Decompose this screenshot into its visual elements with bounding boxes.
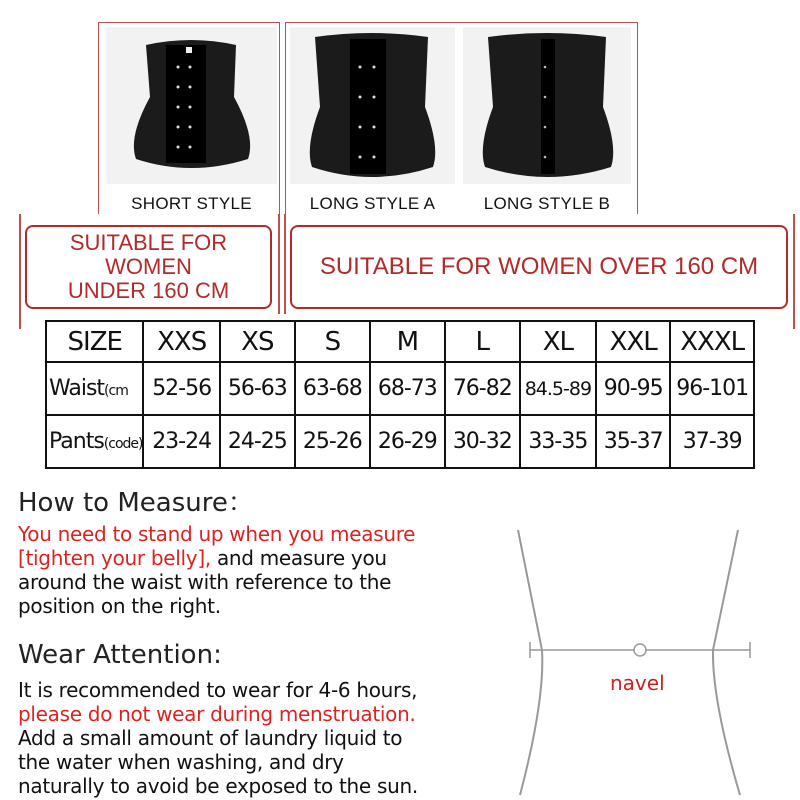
table-cell: 56-63 bbox=[220, 362, 295, 415]
measure-first-paragraph bbox=[18, 522, 488, 570]
table-cell: 90-95 bbox=[596, 362, 670, 415]
table-cell: 63-68 bbox=[295, 362, 370, 415]
wear-text: naturally to avoid be exposed to the sun. bbox=[18, 774, 418, 798]
measure-text: and measure you bbox=[210, 546, 387, 570]
header-cell: S bbox=[295, 321, 370, 362]
table-row bbox=[46, 415, 754, 468]
row-label-text: Waist bbox=[49, 376, 105, 401]
long-style-b-image bbox=[463, 27, 631, 184]
size-chart-table bbox=[45, 320, 755, 469]
table-cell: 35-37 bbox=[596, 415, 670, 468]
table-cell: 84.5-89 bbox=[520, 362, 596, 415]
table-header-row bbox=[46, 321, 754, 362]
row-label bbox=[46, 415, 143, 468]
divider bbox=[793, 214, 795, 329]
measure-text: around the waist with reference to the bbox=[18, 570, 392, 594]
table-cell: 96-101 bbox=[670, 362, 754, 415]
table-cell: 25-26 bbox=[295, 415, 370, 468]
row-unit: (code) bbox=[103, 436, 143, 452]
wear-text: Add a small amount of laundry liquid to bbox=[18, 726, 403, 750]
header-cell: XXL bbox=[596, 321, 670, 362]
table-row bbox=[46, 362, 754, 415]
table-cell: 76-82 bbox=[445, 362, 520, 415]
header-cell: SIZE bbox=[46, 321, 143, 362]
style-label-long-a: LONG STYLE A bbox=[309, 194, 436, 213]
badge-line: SUITABLE FOR bbox=[69, 230, 228, 255]
style-label-long-b: LONG STYLE B bbox=[483, 194, 611, 213]
table-cell: 24-25 bbox=[220, 415, 295, 468]
wear-text: the water when washing, and dry bbox=[18, 750, 344, 774]
divider bbox=[284, 214, 286, 314]
badge-line: WOMEN bbox=[105, 254, 192, 279]
style-label-short: SHORT STYLE bbox=[131, 194, 252, 213]
wear-text: It is recommended to wear for 4-6 hours, bbox=[18, 678, 418, 702]
row-label bbox=[46, 362, 143, 415]
header-cell: XS bbox=[220, 321, 295, 362]
wear-attention-heading: Wear Attention: bbox=[18, 640, 222, 670]
measure-text: position on the right. bbox=[18, 594, 221, 618]
suitable-over-160-badge bbox=[290, 225, 788, 309]
header-cell: M bbox=[370, 321, 445, 362]
long-style-a-image bbox=[290, 27, 455, 184]
divider bbox=[19, 214, 21, 329]
short-style-image bbox=[106, 27, 277, 184]
table-cell: 37-39 bbox=[670, 415, 754, 468]
header-cell: XXS bbox=[143, 321, 219, 362]
navel-marker bbox=[634, 644, 646, 656]
table-cell: 30-32 bbox=[445, 415, 520, 468]
measure-instructions bbox=[18, 522, 488, 618]
waist-measure-diagram bbox=[500, 520, 800, 800]
table-cell: 33-35 bbox=[520, 415, 596, 468]
header-cell: L bbox=[445, 321, 520, 362]
suitable-under-160-badge bbox=[25, 225, 272, 309]
table-cell: 26-29 bbox=[370, 415, 445, 468]
table-cell: 68-73 bbox=[370, 362, 445, 415]
divider bbox=[278, 214, 280, 314]
table-cell: 23-24 bbox=[143, 415, 219, 468]
wear-red-text: please do not wear during menstruation. bbox=[18, 702, 416, 726]
body-outline-right bbox=[713, 530, 740, 795]
body-outline-left bbox=[518, 530, 542, 795]
row-label-text: Pants bbox=[49, 429, 104, 454]
badge-text: SUITABLE FOR WOMEN OVER 160 CM bbox=[319, 253, 759, 280]
row-unit: (cm bbox=[104, 383, 128, 399]
header-cell: XL bbox=[520, 321, 596, 362]
measure-red-text: You need to stand up when you measure [tighten your belly], bbox=[18, 522, 416, 570]
wear-instructions bbox=[18, 678, 498, 798]
how-to-measure-heading: How to Measure： bbox=[18, 488, 254, 518]
table-cell: 52-56 bbox=[143, 362, 219, 415]
badge-line: UNDER 160 CM bbox=[67, 278, 230, 303]
header-cell: XXXL bbox=[670, 321, 754, 362]
navel-label: navel bbox=[610, 671, 665, 695]
